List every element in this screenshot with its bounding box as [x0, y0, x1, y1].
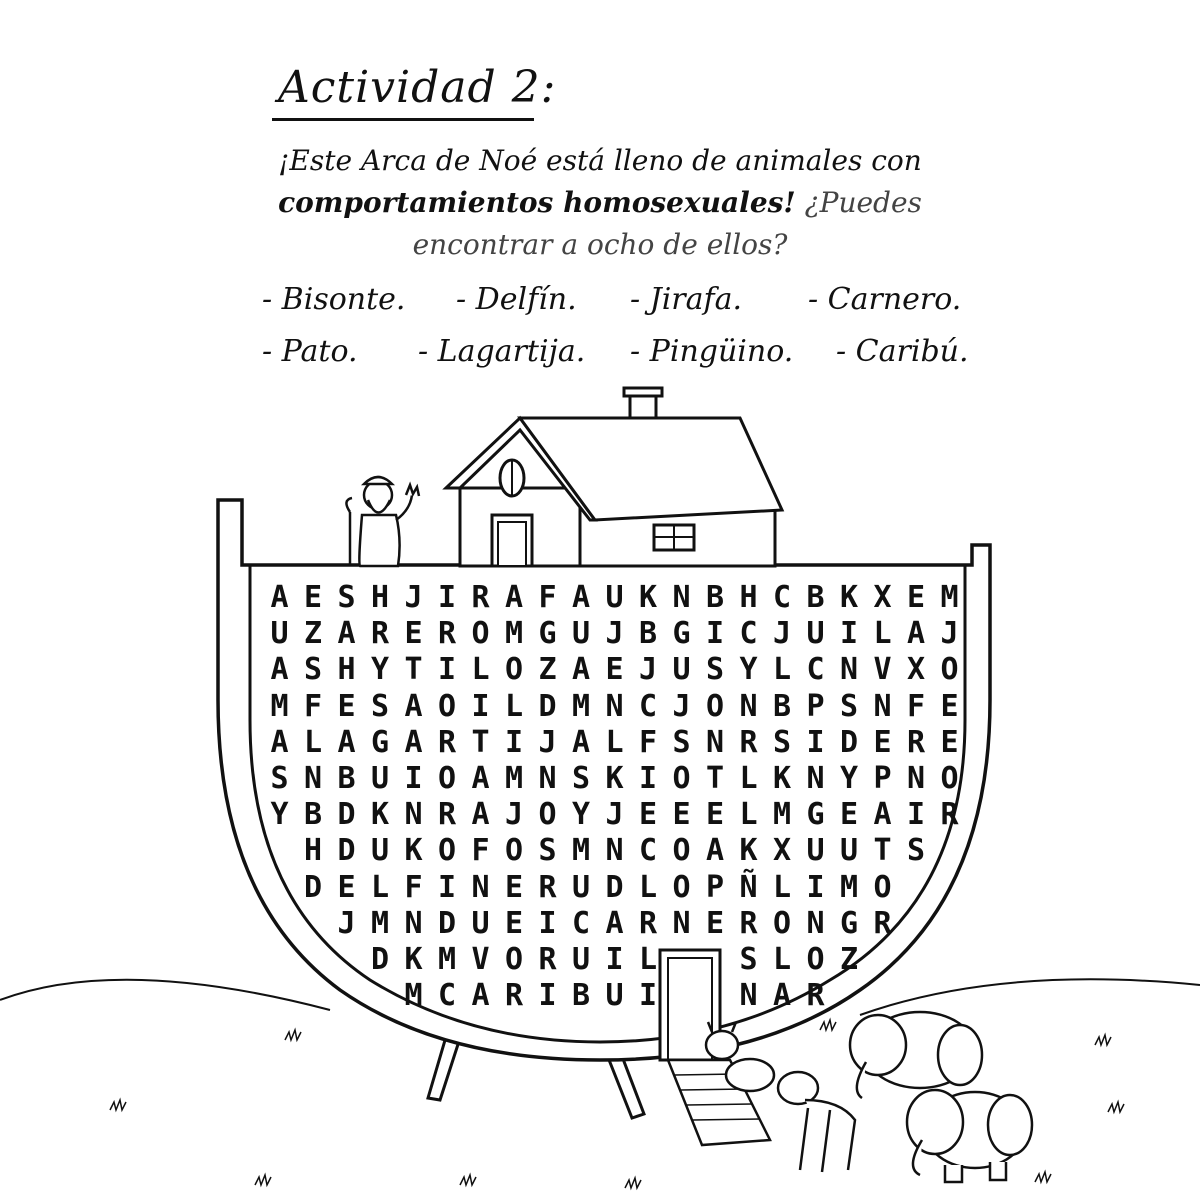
grid-letter: A: [471, 797, 490, 833]
grid-letter: C: [571, 905, 591, 941]
grid-letter: K: [404, 942, 423, 977]
grid-letter: F: [638, 724, 658, 760]
grid-letter: H: [739, 580, 758, 615]
grid-letter: I: [538, 978, 557, 1014]
grid-letter: S: [370, 688, 390, 724]
grid-letter: R: [739, 905, 758, 941]
grid-letter: N: [672, 905, 691, 941]
grid-letter: B: [303, 797, 323, 833]
grid-letter: M: [940, 580, 959, 615]
grid-letter: M: [504, 761, 524, 796]
word-list-item: - Lagartija.: [418, 334, 586, 369]
grid-letter: D: [303, 869, 323, 905]
grid-letter: L: [772, 942, 792, 977]
grid-letter: D: [370, 942, 390, 977]
grid-letter: E: [940, 724, 959, 760]
grid-letter: E: [404, 616, 423, 652]
grid-letter: N: [873, 688, 892, 724]
grid-letter: P: [873, 761, 892, 796]
grid-letter: I: [471, 688, 490, 724]
grid-letter: L: [471, 652, 490, 688]
grid-letter: N: [839, 652, 859, 688]
grid-letter: O: [538, 797, 557, 833]
grid-letter: S: [772, 724, 792, 760]
grid-letter: U: [806, 616, 825, 652]
grid-letter: A: [772, 978, 792, 1014]
grid-letter: R: [940, 797, 959, 833]
grid-letter: Y: [270, 797, 289, 833]
grid-letter: E: [940, 688, 959, 724]
grid-letter: L: [873, 616, 892, 652]
activity-title: Actividad 2:: [278, 62, 557, 113]
grid-letter: O: [471, 616, 490, 652]
grid-letter: J: [672, 688, 691, 724]
grid-letter: B: [772, 688, 792, 724]
grid-letter: U: [571, 616, 591, 652]
grid-letter: S: [705, 652, 725, 688]
grid-letter: G: [672, 616, 691, 652]
grid-letter: F: [404, 869, 423, 905]
instructions-question-start: ¿Puedes: [795, 186, 922, 219]
grid-letter: M: [772, 797, 792, 833]
grid-letter: L: [370, 869, 390, 905]
grid-letter: F: [906, 688, 926, 724]
grid-letter: B: [337, 761, 356, 796]
grid-letter: P: [806, 688, 825, 724]
grid-letter: X: [873, 580, 892, 615]
grid-letter: I: [906, 797, 926, 833]
grid-letter: B: [638, 616, 658, 652]
grid-letter: M: [404, 978, 423, 1014]
grid-letter: E: [605, 652, 624, 688]
grid-letter: J: [404, 580, 423, 615]
grid-letter: N: [404, 797, 423, 833]
grid-letter: M: [571, 833, 591, 869]
grid-letter: T: [471, 724, 490, 760]
grid-letter: N: [605, 833, 624, 869]
grid-letter: P: [705, 869, 725, 905]
grid-letter: D: [437, 905, 457, 941]
grid-letter: A: [270, 652, 289, 688]
grid-letter: H: [337, 652, 356, 688]
hill-right: [860, 979, 1200, 1015]
grid-letter: S: [538, 833, 557, 869]
grid-letter: O: [504, 833, 524, 869]
grid-letter: K: [772, 761, 792, 796]
grid-letter: E: [705, 797, 725, 833]
grid-letter: L: [638, 869, 658, 905]
grid-letter: N: [404, 905, 423, 941]
grid-letter: G: [538, 616, 557, 652]
grid-letter: U: [270, 616, 289, 652]
word-list-item: - Pingüino.: [630, 334, 794, 369]
grid-letter: I: [605, 942, 624, 977]
house: [446, 388, 782, 566]
grid-letter: N: [739, 978, 758, 1014]
grid-letter: D: [605, 869, 624, 905]
grid-letter: O: [873, 869, 892, 905]
grid-letter: I: [705, 616, 725, 652]
grid-letter: A: [571, 724, 591, 760]
grid-letter: O: [672, 833, 691, 869]
grid-letter: O: [504, 942, 524, 977]
grid-letter: E: [337, 688, 356, 724]
grid-letter: C: [437, 978, 457, 1014]
grid-letter: O: [437, 688, 457, 724]
grid-letter: J: [337, 905, 356, 941]
word-list-item: - Jirafa.: [630, 282, 743, 317]
grid-letter: A: [605, 905, 624, 941]
grid-letter: Z: [839, 942, 859, 977]
word-list-item: - Carnero.: [808, 282, 962, 317]
grid-letter: Ñ: [739, 869, 758, 905]
grid-letter: R: [638, 905, 658, 941]
grid-letter: G: [806, 797, 825, 833]
grid-letter: I: [806, 724, 825, 760]
grid-letter: M: [571, 688, 591, 724]
grid-letter: K: [605, 761, 624, 796]
noah-figure: [346, 477, 419, 566]
grid-letter: U: [839, 833, 859, 869]
grid-letter: U: [571, 869, 591, 905]
grid-letter: E: [672, 797, 691, 833]
grid-letter: H: [370, 580, 390, 615]
grid-letter: R: [437, 797, 457, 833]
grid-letter: M: [270, 688, 289, 724]
grid-letter: I: [437, 652, 457, 688]
grid-letter: D: [538, 688, 557, 724]
grid-letter: R: [538, 869, 557, 905]
grid-letter: Y: [571, 797, 591, 833]
grid-letter: E: [638, 797, 658, 833]
grid-letter: T: [404, 652, 423, 688]
grid-letter: F: [538, 580, 557, 615]
grid-letter: V: [471, 942, 490, 977]
grid-letter: M: [504, 616, 524, 652]
grid-letter: O: [672, 761, 691, 796]
grid-letter: I: [538, 905, 557, 941]
grid-letter: K: [404, 833, 423, 869]
grid-letter: J: [772, 616, 792, 652]
grid-letter: I: [404, 761, 423, 796]
grid-letter: K: [370, 797, 390, 833]
grid-letter: F: [303, 688, 323, 724]
grid-letter: S: [906, 833, 926, 869]
grid-letter: D: [337, 797, 356, 833]
grid-letter: R: [437, 724, 457, 760]
grid-letter: A: [270, 580, 289, 615]
grid-letter: O: [437, 761, 457, 796]
grid-letter: L: [638, 942, 658, 977]
grid-letter: M: [437, 942, 457, 977]
word-list-item: - Pato.: [262, 334, 358, 369]
grid-letter: S: [739, 942, 758, 977]
grid-letter: R: [538, 942, 557, 977]
grid-letter: E: [906, 580, 926, 615]
grid-letter: N: [806, 761, 825, 796]
grid-letter: I: [437, 580, 457, 615]
grid-letter: O: [940, 652, 959, 688]
grid-letter: A: [571, 652, 591, 688]
grid-letter: N: [538, 761, 557, 796]
word-list-item: - Caribú.: [836, 334, 969, 369]
grid-letter: M: [370, 905, 390, 941]
grid-letter: N: [471, 869, 490, 905]
grid-letter: L: [772, 652, 792, 688]
grid-letter: L: [605, 724, 624, 760]
grid-letter: I: [839, 616, 859, 652]
grid-letter: R: [437, 616, 457, 652]
grid-letter: U: [806, 833, 825, 869]
grid-letter: X: [906, 652, 926, 688]
grid-letter: R: [906, 724, 926, 760]
grid-letter: U: [471, 905, 490, 941]
grid-letter: E: [839, 797, 859, 833]
grid-letter: O: [672, 869, 691, 905]
instructions-emphasis: comportamientos homosexuales!: [278, 186, 796, 219]
grid-letter: I: [638, 978, 658, 1014]
grid-letter: C: [638, 688, 658, 724]
grid-letter: N: [672, 580, 691, 615]
grid-letter: O: [437, 833, 457, 869]
grid-letter: L: [772, 869, 792, 905]
grid-letter: Y: [739, 652, 758, 688]
grid-letter: J: [940, 616, 959, 652]
grid-letter: N: [806, 905, 825, 941]
grid-letter: U: [370, 833, 390, 869]
grid-letter: A: [471, 761, 490, 796]
grid-letter: U: [605, 978, 624, 1014]
grid-letter: I: [437, 869, 457, 905]
grid-letter: V: [873, 652, 892, 688]
grid-letter: U: [370, 761, 390, 796]
grid-letter: E: [873, 724, 892, 760]
grid-letter: O: [806, 942, 825, 977]
grid-letter: J: [605, 616, 624, 652]
grid-letter: A: [337, 616, 356, 652]
word-list-item: - Delfín.: [456, 282, 577, 317]
instructions-question-end: encontrar a ocho de ellos?: [412, 228, 788, 261]
grid-letter: J: [538, 724, 557, 760]
grid-letter: R: [504, 978, 524, 1014]
grid-letter: O: [504, 652, 524, 688]
grid-letter: S: [571, 761, 591, 796]
grid-letter: U: [605, 580, 624, 615]
grid-letter: C: [806, 652, 825, 688]
grid-letter: S: [337, 580, 356, 615]
grid-letter: Z: [538, 652, 557, 688]
grid-letter: A: [404, 724, 423, 760]
grid-letter: A: [337, 724, 356, 760]
grid-letter: M: [839, 869, 859, 905]
grid-letter: E: [303, 580, 323, 615]
grid-letter: F: [471, 833, 490, 869]
grid-letter: J: [605, 797, 624, 833]
grid-letter: L: [504, 688, 524, 724]
grid-letter: K: [739, 833, 758, 869]
grid-letter: K: [839, 580, 859, 615]
grid-letter: L: [303, 724, 323, 760]
grid-letter: S: [672, 724, 691, 760]
grid-letter: B: [571, 978, 591, 1014]
grid-letter: U: [672, 652, 691, 688]
grid-letter: U: [571, 942, 591, 977]
grid-letter: J: [638, 652, 658, 688]
grid-letter: G: [839, 905, 859, 941]
grid-letter: R: [471, 580, 490, 615]
grid-letter: N: [705, 724, 725, 760]
grid-letter: A: [270, 724, 289, 760]
grid-letter: T: [873, 833, 892, 869]
hill-left: [0, 980, 330, 1010]
grid-letter: S: [270, 761, 289, 796]
grid-letter: D: [839, 724, 859, 760]
grid-letter: A: [571, 580, 591, 615]
grid-letter: C: [638, 833, 658, 869]
grid-letter: Y: [370, 652, 390, 688]
grid-letter: A: [873, 797, 892, 833]
grid-letter: A: [705, 833, 725, 869]
grid-letter: I: [504, 724, 524, 760]
grid-letter: G: [370, 724, 390, 760]
grid-letter: A: [471, 978, 490, 1014]
grid-letter: Z: [303, 616, 323, 652]
grid-letter: O: [705, 688, 725, 724]
grid-letter: B: [705, 580, 725, 615]
grid-letter: J: [504, 797, 524, 833]
grid-letter: R: [739, 724, 758, 760]
grid-letter: E: [504, 869, 524, 905]
grid-letter: B: [806, 580, 825, 615]
grid-letter: L: [739, 797, 758, 833]
grid-letter: X: [772, 833, 792, 869]
word-list-item: - Bisonte.: [262, 282, 406, 317]
grid-letter: S: [303, 652, 323, 688]
grid-letter: O: [772, 905, 792, 941]
grid-letter: A: [906, 616, 926, 652]
grid-letter: N: [605, 688, 624, 724]
grid-letter: D: [337, 833, 356, 869]
grid-letter: E: [504, 905, 524, 941]
grid-letter: E: [337, 869, 356, 905]
grid-letter: N: [303, 761, 323, 796]
grid-letter: R: [806, 978, 825, 1014]
grid-letter: A: [404, 688, 423, 724]
grid-letter: E: [705, 905, 725, 941]
grid-letter: N: [739, 688, 758, 724]
grid-letter: I: [806, 869, 825, 905]
grid-letter: R: [873, 905, 892, 941]
grid-letter: N: [906, 761, 926, 796]
grid-letter: C: [772, 580, 792, 615]
elephant-animals: [850, 1012, 1032, 1182]
grid-letter: L: [739, 761, 758, 796]
grid-letter: A: [504, 580, 524, 615]
grid-letter: R: [370, 616, 390, 652]
grid-letter: K: [638, 580, 658, 615]
grid-letter: T: [705, 761, 725, 796]
grid-letter: I: [638, 761, 658, 796]
grid-letter: S: [839, 688, 859, 724]
instructions-line1: ¡Este Arca de Noé está lleno de animales con: [278, 144, 922, 177]
grid-letter: O: [940, 761, 959, 796]
grid-letter: Y: [839, 761, 859, 796]
grid-letter: C: [739, 616, 758, 652]
grid-letter: H: [303, 833, 323, 869]
